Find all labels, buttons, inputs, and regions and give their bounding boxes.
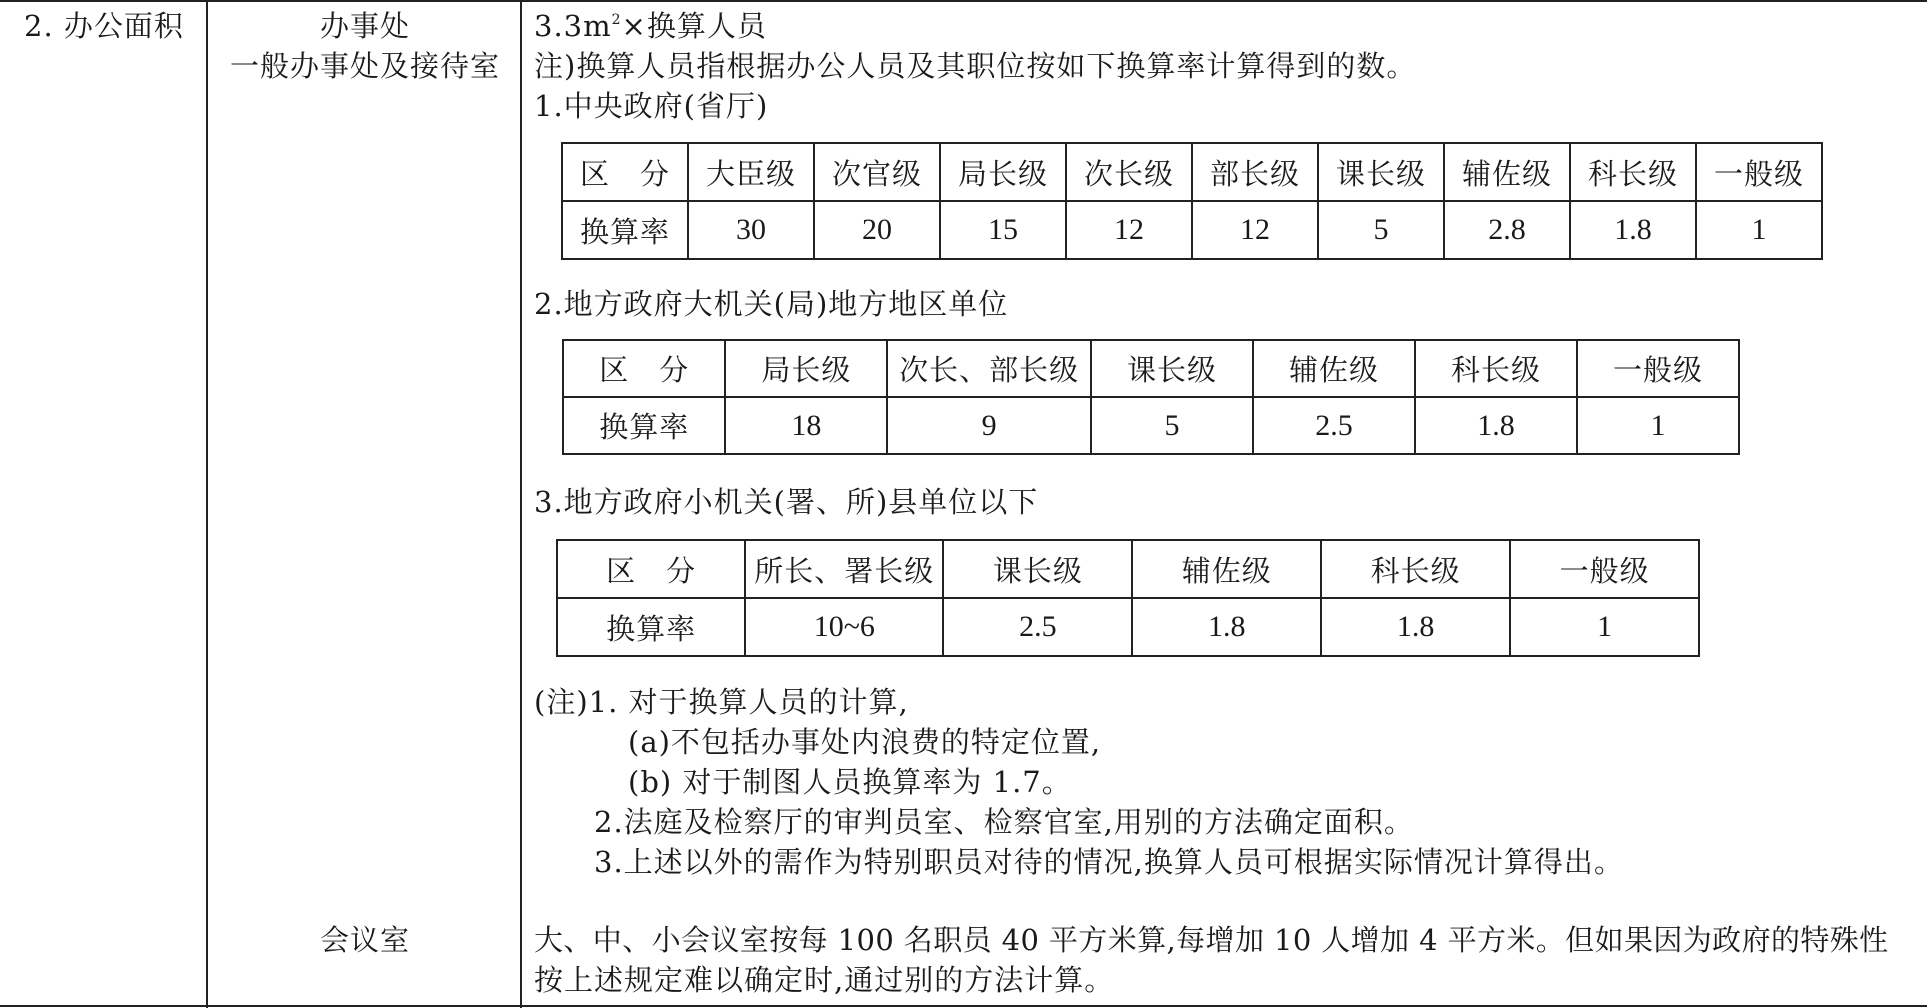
table-row [562,201,1822,259]
table-header-cell: 局长级 [725,340,887,397]
table-cell: 15 [940,201,1066,259]
office-subtitle: 一般办事处及接待室 [229,49,500,83]
meeting-room-text-2: 按上述规定难以确定时,通过别的方法计算。 [534,963,1115,997]
bottom-border [0,1005,1927,1007]
table-cell: 20 [814,201,940,259]
table-header-cell: 所长、署长级 [745,540,943,598]
section2-title: 2.地方政府大机关(局)地方地区单位 [534,287,1009,321]
table-header-cell: 大臣级 [688,143,814,201]
table-cell: 9 [887,397,1091,454]
table-cell: 1.8 [1321,598,1510,656]
table-header-row [557,540,1699,598]
section3-title: 3.地方政府小机关(署、所)县单位以下 [534,485,1039,519]
table-row-label: 换算率 [563,397,725,454]
table-header-cell: 科长级 [1570,143,1696,201]
office-title: 办事处 [319,9,410,43]
note-intro: 注)换算人员指根据办公人员及其职位按如下换算率计算得到的数。 [534,49,1417,83]
table-header-cell: 部长级 [1192,143,1318,201]
table-header-cell: 次长、部长级 [887,340,1091,397]
table-cell: 1.8 [1570,201,1696,259]
meeting-room-text-1: 大、中、小会议室按每 100 名职员 40 平方米算,每增加 10 人增加 4 平方米。但如果因为政府的特殊性 [534,923,1889,957]
table-header-cell: 辅佐级 [1444,143,1570,201]
table-row-label: 换算率 [562,201,688,259]
table-cell: 30 [688,201,814,259]
note-line-1: (注)1. 对于换算人员的计算, [534,685,909,719]
table-row [563,397,1739,454]
table-cell: 12 [1192,201,1318,259]
table-cell: 10~6 [745,598,943,656]
table-header-row [563,340,1739,397]
note-line-3: 3.上述以外的需作为特别职员对待的情况,换算人员可根据实际情况计算得出。 [594,845,1624,879]
note-line-2: 2.法庭及检察厅的审判员室、检察官室,用别的方法确定面积。 [594,805,1414,839]
table-header-cell: 科长级 [1321,540,1510,598]
meeting-room-title: 会议室 [319,923,410,957]
note-line-1b: (b) 对于制图人员换算率为 1.7。 [628,765,1072,799]
table-header-cell: 次长级 [1066,143,1192,201]
table-cell: 2.8 [1444,201,1570,259]
table-cell: 5 [1318,201,1444,259]
top-border [0,0,1927,2]
table-cell: 1.8 [1132,598,1321,656]
table-cell: 18 [725,397,887,454]
table-header-cell: 一般级 [1577,340,1739,397]
table-cell: 2.5 [943,598,1132,656]
table-header-row [562,143,1822,201]
formula-superscript: 2 [611,12,622,29]
table-header-cell: 局长级 [940,143,1066,201]
table-header-cell: 区 分 [563,340,725,397]
formula-suffix: ×换算人员 [621,9,767,43]
table-cell: 12 [1066,201,1192,259]
table-header-cell: 课长级 [943,540,1132,598]
table-header-cell: 一般级 [1510,540,1699,598]
table-cell: 1 [1696,201,1822,259]
table-header-cell: 课长级 [1318,143,1444,201]
rate-table-regional-large [562,339,1740,455]
category-label: 2. 办公面积 [24,9,184,43]
column-divider-1 [206,0,208,1008]
table-header-cell: 区 分 [557,540,745,598]
table-header-cell: 区 分 [562,143,688,201]
table-header-cell: 辅佐级 [1132,540,1321,598]
table-header-cell: 科长级 [1415,340,1577,397]
table-cell: 5 [1091,397,1253,454]
table-header-cell: 一般级 [1696,143,1822,201]
table-header-cell: 辅佐级 [1253,340,1415,397]
section1-title: 1.中央政府(省厅) [534,89,769,123]
table-row-label: 换算率 [557,598,745,656]
table-row [557,598,1699,656]
note-line-1a: (a)不包括办事处内浪费的特定位置, [628,725,1102,759]
table-header-cell: 次官级 [814,143,940,201]
rate-table-regional-small [556,539,1700,657]
rate-table-central [561,142,1823,260]
table-header-cell: 课长级 [1091,340,1253,397]
table-cell: 1 [1510,598,1699,656]
formula-prefix: 3.3m [534,9,612,43]
table-cell: 1 [1577,397,1739,454]
table-cell: 2.5 [1253,397,1415,454]
column-divider-2 [520,0,522,1008]
table-cell: 1.8 [1415,397,1577,454]
formula-line [534,8,767,44]
